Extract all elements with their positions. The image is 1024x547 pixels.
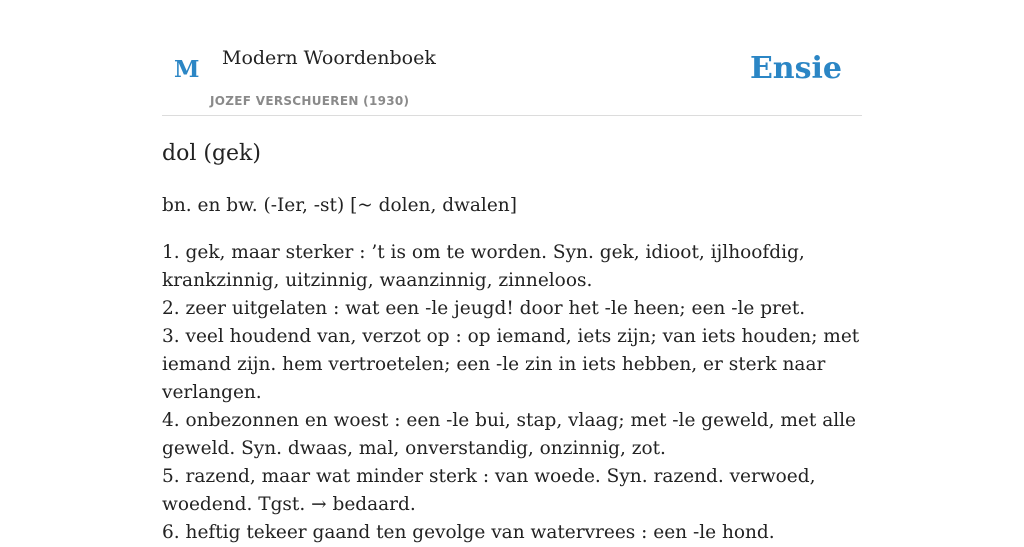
- dictionary-title[interactable]: Modern Woordenboek: [222, 47, 436, 69]
- sense-item: 1. gek, maar sterker : ’t is om te worden. Syn. gek, idioot, ijlhoofdig, krankzinnig, uitzinnig, waanzinnig, zinneloos.: [162, 242, 805, 291]
- entry-title: dol (gek): [162, 141, 261, 166]
- sense-item: 3. veel houdend van, verzot op : op iemand, iets zijn; van iets houden; met iemand zijn. hem vertroetelen; een -le zin in iets hebben, er sterk naar verlangen.: [162, 326, 860, 403]
- sense-item: 4. onbezonnen en woest : een -le bui, stap, vlaag; met -le geweld, met alle geweld. Syn. dwaas, mal, onverstandig, onzinnig, zot.: [162, 410, 857, 459]
- dictionary-author: JOZEF VERSCHUEREN (1930): [210, 94, 410, 108]
- sense-list: [162, 239, 862, 547]
- brand-logo-link[interactable]: Ensie: [749, 51, 842, 86]
- dictionary-logo[interactable]: M: [174, 56, 200, 83]
- entry-grammar: bn. en bw. (-Ier, -st) [~ dolen, dwalen]: [162, 195, 517, 216]
- dictionary-header: [162, 0, 862, 116]
- sense-item: 6. heftig tekeer gaand ten gevolge van watervrees : een -le hond.: [162, 522, 775, 543]
- page: [162, 0, 862, 543]
- sense-item: 2. zeer uitgelaten : wat een -le jeugd! door het -le heen; een -le pret.: [162, 298, 806, 319]
- sense-item: 5. razend, maar wat minder sterk : van woede. Syn. razend. verwoed, woedend. Tgst. → bedaard.: [162, 466, 816, 515]
